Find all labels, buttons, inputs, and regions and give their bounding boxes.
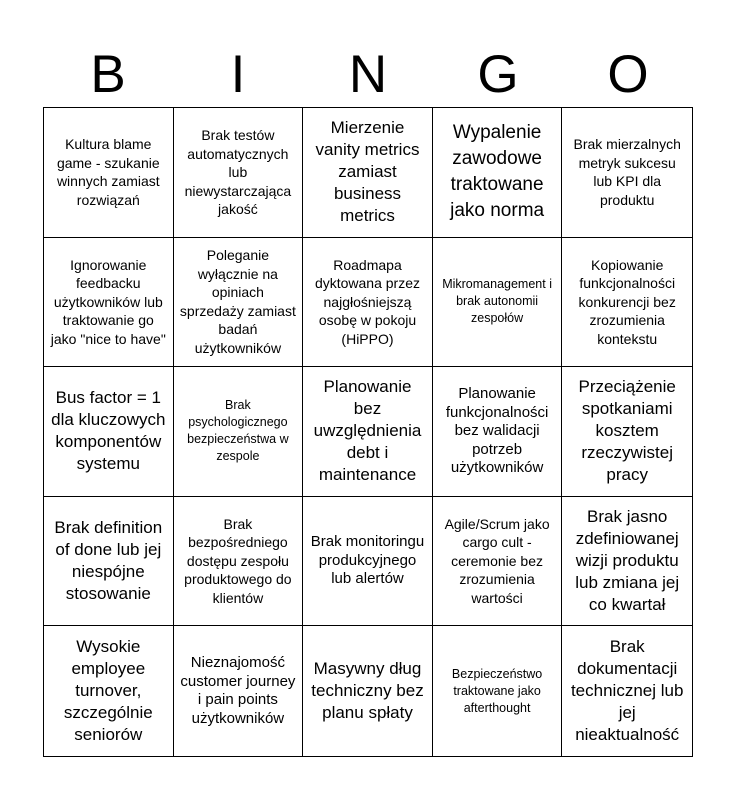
bingo-cell[interactable] [562,497,692,627]
bingo-cell[interactable] [174,626,304,756]
bingo-cell[interactable] [303,108,433,238]
bingo-cell[interactable] [303,238,433,368]
header-letter-b: B [90,45,126,104]
bingo-cell-text: Poleganie wyłącznie na opiniach sprzedaży zamiast badań użytkowników [179,247,296,356]
bingo-card-grid [43,107,693,757]
bingo-cell[interactable] [433,626,563,756]
bingo-cell-text: Brak dokumentacji technicznej lub jej nieaktualność [570,637,684,745]
bingo-cell[interactable] [562,367,692,497]
bingo-cell-text: Mikromanagement i brak autonomii zespołów [442,277,552,326]
bingo-cell-text: Brak mierzalnych metryk sukcesu lub KPI dla produktu [573,136,681,208]
header-letter-g: G [477,45,519,104]
bingo-cell[interactable] [433,367,563,497]
bingo-cell-text: Brak testów automatycznych lub niewystarczająca jakość [184,127,292,218]
bingo-cell[interactable] [44,108,174,238]
bingo-cell[interactable] [303,626,433,756]
bingo-cell[interactable] [303,367,433,497]
bingo-cell-text: Nieznajomość customer journey i pain points użytkowników [180,654,296,727]
bingo-cell-text: Roadmapa dyktowana przez najgłośniejszą osobę w pokoju (HiPPO) [314,256,421,347]
bingo-cell[interactable] [433,238,563,368]
bingo-cell[interactable] [433,108,563,238]
bingo-cell-text: Mierzenie vanity metrics zamiast business metrics [315,118,420,226]
bingo-cell[interactable] [44,497,174,627]
header-letter-n: N [348,45,388,104]
bingo-cell-text: Brak definition of done lub jej niespójne stosowanie [54,518,163,604]
bingo-cell[interactable] [44,238,174,368]
bingo-cell[interactable] [44,626,174,756]
bingo-cell-text: Brak bezpośredniego dostępu zespołu produktowego do klientów [184,515,292,606]
bingo-cell-text: Planowanie bez uwzględnienia debt i maintenance [313,377,422,485]
bingo-cell[interactable] [174,108,304,238]
bingo-cell[interactable] [562,108,692,238]
bingo-cell-text: Brak jasno zdefiniowanej wizji produktu lub zmiana jej co kwartał [575,507,680,615]
header-letter-i: I [230,45,246,104]
bingo-cell-text: Przeciążenie spotkaniami kosztem rzeczywistej pracy [578,377,676,485]
bingo-cell[interactable] [174,238,304,368]
bingo-cell-text: Agile/Scrum jako cargo cult - ceremonie bez zrozumienia wartości [444,515,550,606]
bingo-cell[interactable] [174,367,304,497]
bingo-cell-text: Masywny dług techniczny bez planu spłaty [311,659,424,723]
bingo-cell-text: Bezpieczeństwo traktowane jako afterthought [451,666,543,715]
bingo-cell-text: Brak monitoringu produkcyjnego lub alertów [310,533,425,588]
header-letter-o: O [607,45,649,104]
bingo-cell-text: Kopiowanie funkcjonalności konkurencji bez zrozumienia kontekstu [578,256,676,347]
bingo-cell-text: Kultura blame game - szukanie winnych zamiast rozwiązań [56,136,160,208]
bingo-cell-text: Wypalenie zawodowe traktowane jako norma [450,122,545,222]
bingo-cell[interactable] [44,367,174,497]
bingo-cell[interactable] [562,238,692,368]
bingo-cell[interactable] [174,497,304,627]
bingo-cell-text: Wysokie employee turnover, szczególnie seniorów [63,637,153,745]
bingo-cell-text: Brak psychologicznego bezpieczeństwa w zespole [187,398,289,464]
bingo-cell-text: Bus factor = 1 dla kluczowych komponentów systemu [51,388,166,474]
bingo-cell-text: Ignorowanie feedbacku użytkowników lub traktowanie go jako "nice to have" [50,256,166,347]
bingo-cell[interactable] [433,497,563,627]
bingo-cell[interactable] [562,626,692,756]
bingo-cell[interactable] [303,497,433,627]
bingo-header [43,40,693,110]
bingo-cell-text: Planowanie funkcjonalności bez walidacji potrzeb użytkowników [445,385,549,477]
